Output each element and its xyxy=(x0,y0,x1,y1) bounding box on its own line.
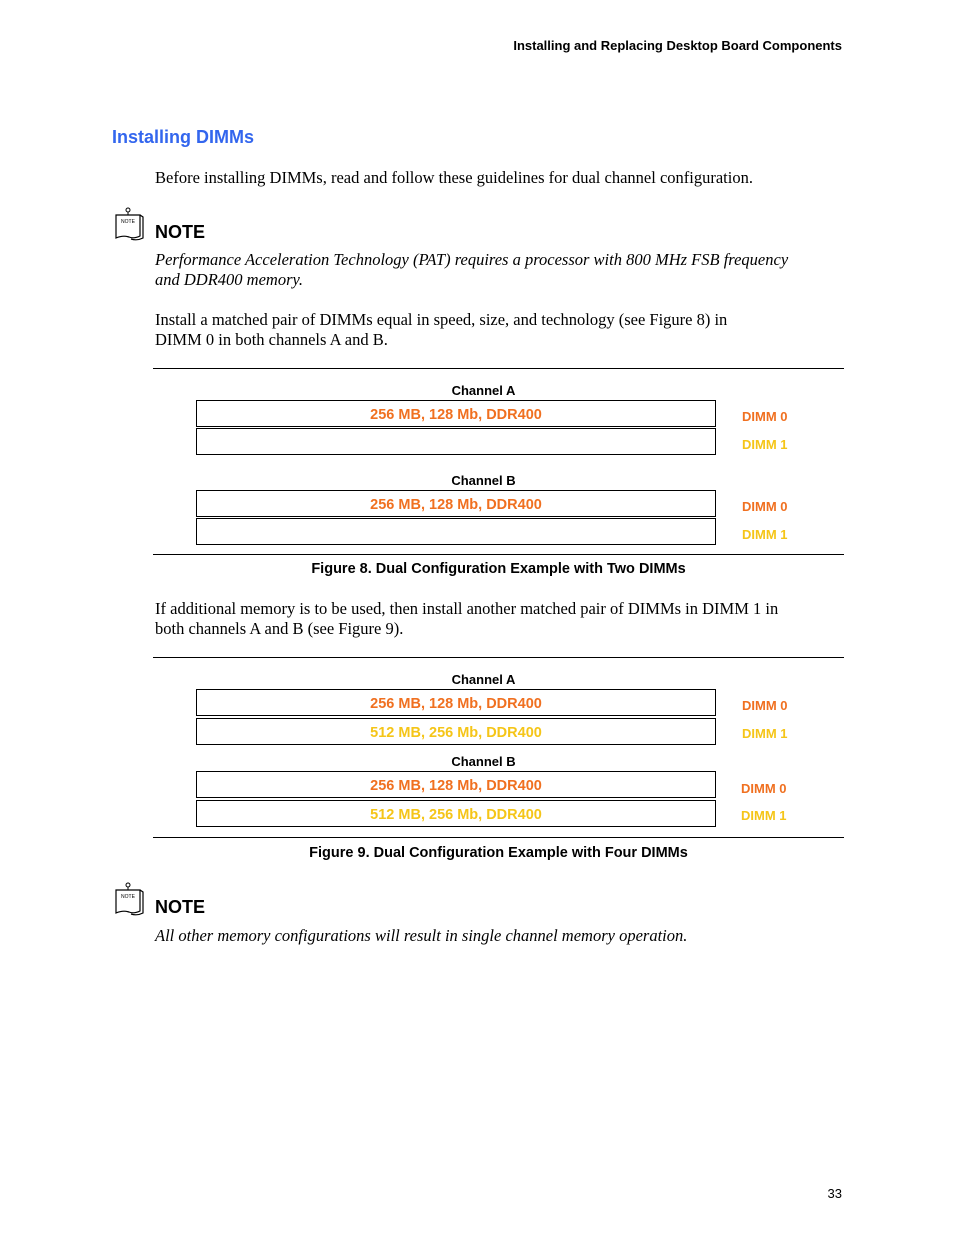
section-title: Installing DIMMs xyxy=(112,127,255,147)
paragraph-line: If additional memory is to be used, then install another matched pair of DIMMs in DIMM 1 in xyxy=(155,599,779,618)
paragraph xyxy=(155,599,845,639)
dimm-0-label: DIMM 0 xyxy=(742,409,788,424)
figure-caption: Figure 8. Dual Configuration Example with Two DIMMs xyxy=(311,561,686,577)
dimm-1-label: DIMM 1 xyxy=(741,808,787,823)
dimm-1-label: DIMM 1 xyxy=(742,527,788,542)
note-text-line: Performance Acceleration Technology (PAT) requires a processor with 800 MHz FSB frequency xyxy=(155,250,789,269)
dimm-slot: 256 MB, 128 Mb, DDR400 xyxy=(196,400,716,427)
note-icon-text: NOTE xyxy=(121,894,135,900)
dimm-slot: 256 MB, 128 Mb, DDR400 xyxy=(196,771,716,798)
channel-b-label: Channel B xyxy=(451,754,516,769)
channel-a-label: Channel A xyxy=(451,672,516,687)
note-icon xyxy=(113,206,145,247)
paragraph-line: Install a matched pair of DIMMs equal in speed, size, and technology (see Figure 8) in xyxy=(155,310,728,329)
note-text xyxy=(155,250,845,290)
channel-b-label: Channel B xyxy=(451,473,516,488)
running-header: Installing and Replacing Desktop Board Components xyxy=(513,38,842,53)
paragraph xyxy=(155,310,835,350)
figure-top-rule xyxy=(153,657,844,658)
dimm-slot: 256 MB, 128 Mb, DDR400 xyxy=(196,689,716,716)
figure-bottom-rule xyxy=(153,837,844,838)
dimm-slot: 256 MB, 128 Mb, DDR400 xyxy=(196,490,716,517)
page-number: 33 xyxy=(827,1186,842,1201)
note-text: All other memory configurations will result in single channel memory operation. xyxy=(155,926,688,945)
dimm-slot xyxy=(196,428,716,455)
channel-a-label: Channel A xyxy=(451,383,516,398)
figure-caption: Figure 9. Dual Configuration Example with Four DIMMs xyxy=(309,845,688,861)
dimm-slot: 512 MB, 256 Mb, DDR400 xyxy=(196,800,716,827)
intro-paragraph: Before installing DIMMs, read and follow these guidelines for dual channel configuration. xyxy=(155,168,753,187)
dimm-1-label: DIMM 1 xyxy=(742,437,788,452)
dimm-0-label: DIMM 0 xyxy=(742,698,788,713)
dimm-0-label: DIMM 0 xyxy=(742,499,788,514)
note-text-line: and DDR400 memory. xyxy=(155,270,304,289)
dimm-slot: 512 MB, 256 Mb, DDR400 xyxy=(196,718,716,745)
figure-bottom-rule xyxy=(153,554,844,555)
note-heading: NOTE xyxy=(155,897,206,917)
note-icon xyxy=(113,881,145,922)
dimm-0-label: DIMM 0 xyxy=(741,781,787,796)
note-icon-text: NOTE xyxy=(121,219,135,225)
paragraph-line: both channels A and B (see Figure 9). xyxy=(155,619,404,638)
dimm-slot xyxy=(196,518,716,545)
paragraph-line: DIMM 0 in both channels A and B. xyxy=(155,330,388,349)
dimm-1-label: DIMM 1 xyxy=(742,726,788,741)
figure-top-rule xyxy=(153,368,844,369)
note-heading: NOTE xyxy=(155,222,206,242)
